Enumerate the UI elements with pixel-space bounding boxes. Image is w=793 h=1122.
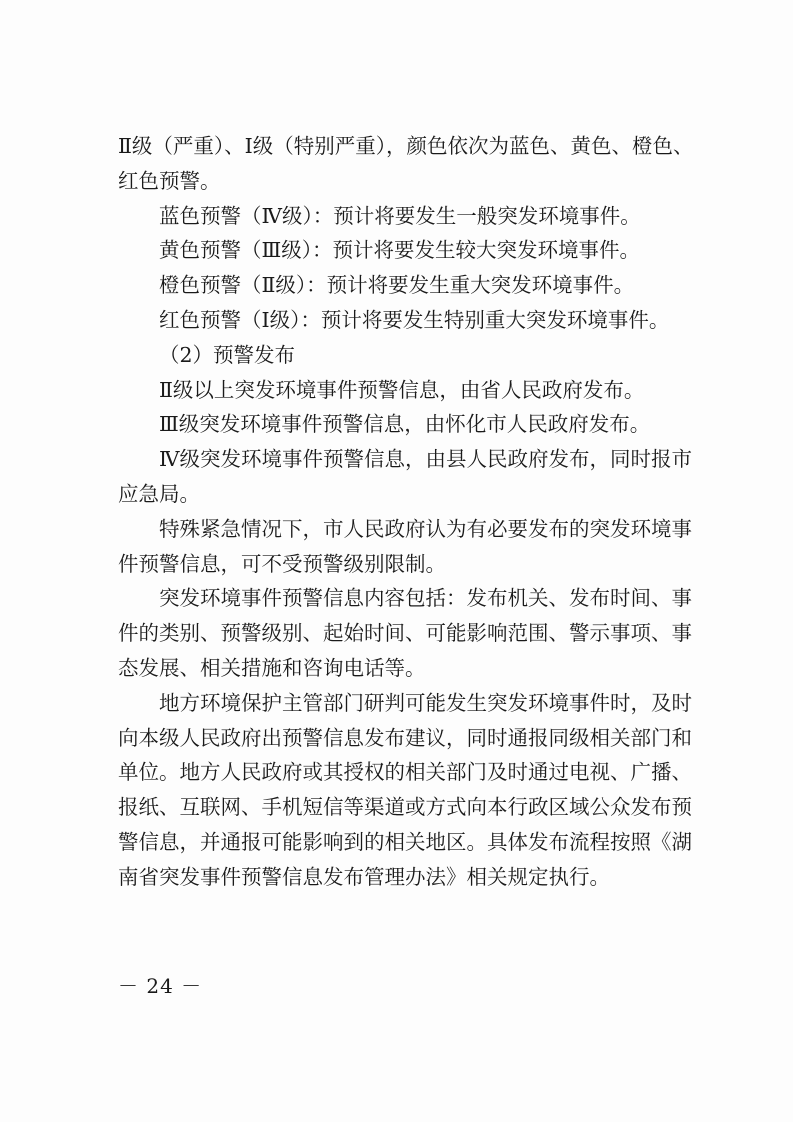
text-line: 单位。地方人民政府或其授权的相关部门及时通过电视、广播、	[118, 760, 692, 785]
text-line: 红色预警（Ⅰ级）：预计将要发生特别重大突发环境事件。	[159, 307, 670, 332]
text-line: 橙色预警（Ⅱ级）：预计将要发生重大突发环境事件。	[159, 273, 635, 298]
text-line: 向本级人民政府出预警信息发布建议，同时通报同级相关部门和	[118, 725, 692, 750]
text-line: 地方环境保护主管部门研判可能发生突发环境事件时，及时	[159, 690, 692, 715]
body-text	[118, 129, 698, 895]
text-line: Ⅲ级突发环境事件预警信息，由怀化市人民政府发布。	[159, 412, 651, 437]
text-line: 报纸、互联网、手机短信等渠道或方式向本行政区域公众发布预	[118, 795, 692, 820]
text-line: 应急局。	[118, 481, 200, 506]
text-line: Ⅳ级突发环境事件预警信息，由县人民政府发布，同时报市	[159, 447, 692, 472]
section-heading: （2）预警发布	[159, 342, 296, 367]
page-number: － 24 －	[118, 974, 203, 998]
text-line: 突发环境事件预警信息内容包括：发布机关、发布时间、事	[159, 586, 692, 611]
text-line: 态发展、相关措施和咨询电话等。	[118, 655, 426, 680]
text-line: 件的类别、预警级别、起始时间、可能影响范围、警示事项、事	[118, 621, 692, 646]
text-line: 南省突发事件预警信息发布管理办法》相关规定执行。	[118, 864, 610, 889]
text-line: 特殊紧急情况下，市人民政府认为有必要发布的突发环境事	[159, 516, 692, 541]
text-line: 件预警信息，可不受预警级别限制。	[118, 551, 446, 576]
text-line: Ⅱ级以上突发环境事件预警信息，由省人民政府发布。	[159, 377, 645, 402]
text-line: 黄色预警（Ⅲ级）：预计将要发生较大突发环境事件。	[159, 238, 641, 263]
text-line: 红色预警。	[118, 168, 221, 193]
text-line: 蓝色预警（Ⅳ级）：预计将要发生一般突发环境事件。	[159, 203, 641, 228]
text-line: 警信息，并通报可能影响到的相关地区。具体发布流程按照《湖	[118, 829, 692, 854]
text-line: Ⅱ级（严重）、Ⅰ级（特别严重），颜色依次为蓝色、黄色、橙色、	[118, 134, 694, 158]
